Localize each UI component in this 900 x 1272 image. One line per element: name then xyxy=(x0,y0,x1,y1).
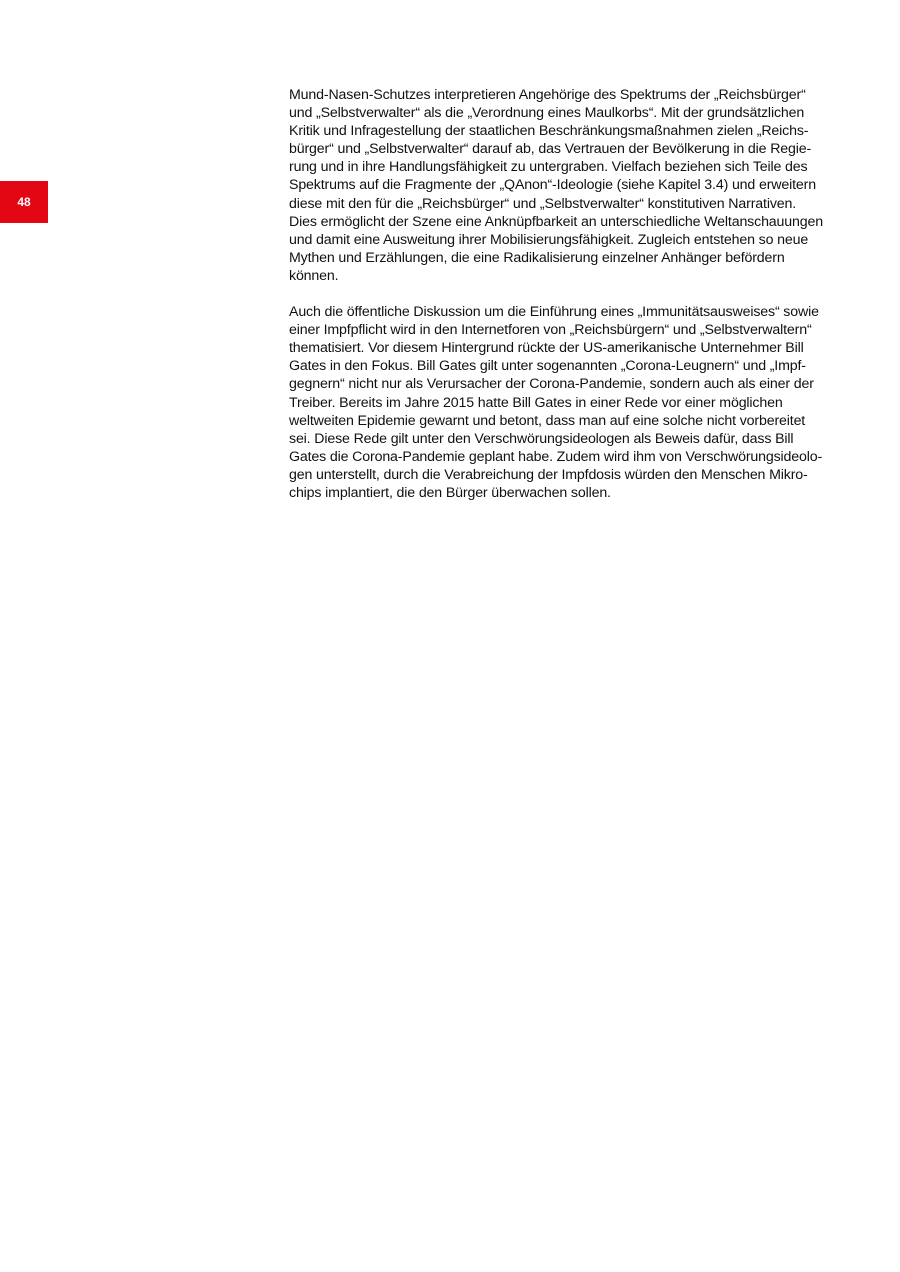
body-text-column xyxy=(289,86,834,520)
text-line: Kritik und Infragestellung der staatlichen Beschränkungsmaßnahmen zielen „Reichs- xyxy=(289,123,809,140)
text-line: Mund-Nasen-Schutzes interpretieren Angehörige des Spektrums der „Reichsbürger“ xyxy=(289,87,806,103)
text-line: chips implantiert, die den Bürger überwachen sollen. xyxy=(289,484,611,501)
text-line: gegnern“ nicht nur als Verursacher der Corona-Pandemie, sondern auch als einer der xyxy=(289,376,814,393)
text-line: Mythen und Erzählungen, die eine Radikalisierung einzelner Anhänger befördern xyxy=(289,249,785,266)
paragraph-1 xyxy=(289,86,834,285)
text-line: Treiber. Bereits im Jahre 2015 hatte Bill Gates in einer Rede vor einer möglichen xyxy=(289,394,783,411)
text-line: und damit eine Ausweitung ihrer Mobilisierungsfähigkeit. Zugleich entstehen so neue xyxy=(289,231,809,248)
text-line: Dies ermöglicht der Szene eine Anknüpfbarkeit an unterschiedliche Weltanschauungen xyxy=(289,213,823,230)
text-line: Spektrums auf die Fragmente der „QAnon“-Ideologie (siehe Kapitel 3.4) und erweitern xyxy=(289,177,816,194)
text-line: Gates die Corona-Pandemie geplant habe. Zudem wird ihm von Verschwörungsideolo- xyxy=(289,448,823,465)
text-line: weltweiten Epidemie gewarnt und betont, dass man auf eine solche nicht vorbereitet xyxy=(289,412,806,429)
text-line: sei. Diese Rede gilt unter den Verschwörungsideologen als Beweis dafür, dass Bill xyxy=(289,430,794,447)
page-number: 48 xyxy=(17,195,31,209)
text-line: rung und in ihre Handlungsfähigkeit zu untergraben. Vielfach beziehen sich Teile des xyxy=(289,159,808,176)
text-line: gen unterstellt, durch die Verabreichung der Impfdosis würden den Menschen Mikro- xyxy=(289,466,808,483)
text-line: thematisiert. Vor diesem Hintergrund rückte der US-amerikanische Unternehmer Bill xyxy=(289,340,804,357)
text-line: diese mit den für die „Reichsbürger“ und „Selbstverwalter“ konstitutiven Narrativen. xyxy=(289,195,797,212)
text-line: Auch die öffentliche Diskussion um die Einführung eines „Immunitätsausweises“ sowie xyxy=(289,304,819,321)
page-number-tab xyxy=(0,181,48,223)
text-line: können. xyxy=(289,267,339,284)
paragraph-2 xyxy=(289,303,834,502)
text-line: und „Selbstverwalter“ als die „Verordnung eines Maulkorbs“. Mit der grundsätzlichen xyxy=(289,105,805,122)
text-line: Gates in den Fokus. Bill Gates gilt unter sogenannten „Corona-Leugnern“ und „Impf- xyxy=(289,358,806,375)
text-line: bürger“ und „Selbstverwalter“ darauf ab, das Vertrauen der Bevölkerung in die Regie- xyxy=(289,141,812,158)
text-line: einer Impfpflicht wird in den Internetforen von „Reichsbürgern“ und „Selbstverwaltern“ xyxy=(289,322,812,339)
